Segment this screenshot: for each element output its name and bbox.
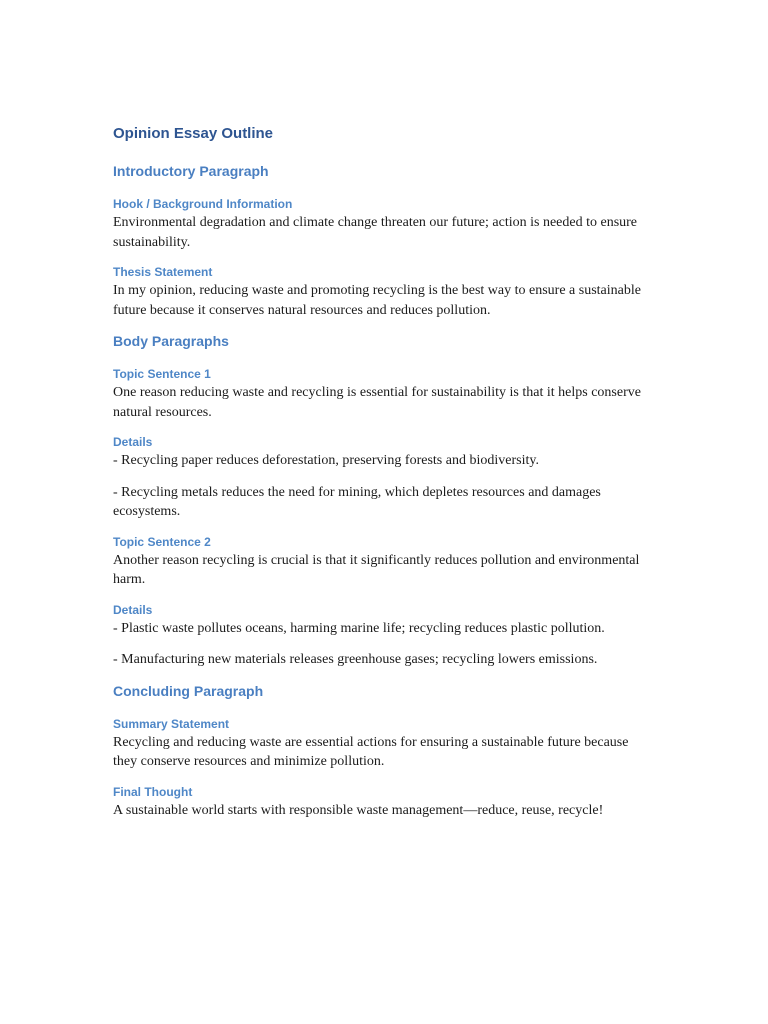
block-paragraph: One reason reducing waste and recycling is essential for sustainability is that it helps conserve natural resources.: [113, 385, 641, 420]
block-hook: [113, 196, 643, 252]
document-title: Opinion Essay Outline: [113, 125, 274, 142]
section-introductory-paragraph: [113, 162, 643, 320]
block-label: Hook / Background Information: [113, 197, 293, 211]
block-label: Details: [113, 602, 153, 617]
block-paragraph: - Recycling paper reduces deforestation, preserving forests and biodiversity.: [113, 453, 539, 468]
document-page: [113, 124, 643, 832]
block-paragraph: - Manufacturing new materials releases greenhouse gases; recycling lowers emissions.: [113, 652, 598, 667]
section-heading: Introductory Paragraph: [113, 163, 269, 179]
block-label: Summary Statement: [113, 716, 230, 731]
block-paragraph: A sustainable world starts with responsible waste management—reduce, reuse, recycle!: [113, 802, 604, 818]
block-topic-sentence-1: [113, 366, 643, 422]
block-thesis: [113, 264, 643, 320]
block-summary-statement: [113, 716, 643, 772]
section-heading: Concluding Paragraph: [113, 682, 264, 699]
block-topic-sentence-2: [113, 534, 643, 590]
block-label: Topic Sentence 2: [113, 534, 211, 549]
block-paragraph: - Recycling metals reduces the need for mining, which depletes resources and damages ecosystems.: [113, 484, 601, 519]
block-label: Thesis Statement: [113, 265, 213, 279]
block-paragraph: Recycling and reducing waste are essential actions for ensuring a sustainable future because they conserve resources and minimize pollution.: [113, 734, 629, 769]
block-details-2: [113, 602, 643, 670]
section-concluding-paragraph: [113, 682, 643, 821]
block-label: Topic Sentence 1: [113, 367, 211, 381]
block-label: Details: [113, 435, 153, 449]
block-paragraph: Environmental degradation and climate change threaten our future; action is needed to ensure sustainability.: [113, 215, 638, 250]
block-paragraph: In my opinion, reducing waste and promoting recycling is the best way to ensure a sustainable future because it conserves natural resources and reduces pollution.: [113, 283, 641, 318]
block-final-thought: [113, 784, 643, 821]
block-paragraph: - Plastic waste pollutes oceans, harming marine life; recycling reduces plastic pollution.: [113, 620, 605, 636]
block-details-1: [113, 434, 643, 522]
block-paragraph: Another reason recycling is crucial is that it significantly reduces pollution and environmental harm.: [113, 552, 640, 587]
block-label: Final Thought: [113, 784, 193, 799]
section-heading: Body Paragraphs: [113, 333, 229, 349]
section-body-paragraphs: [113, 332, 643, 670]
